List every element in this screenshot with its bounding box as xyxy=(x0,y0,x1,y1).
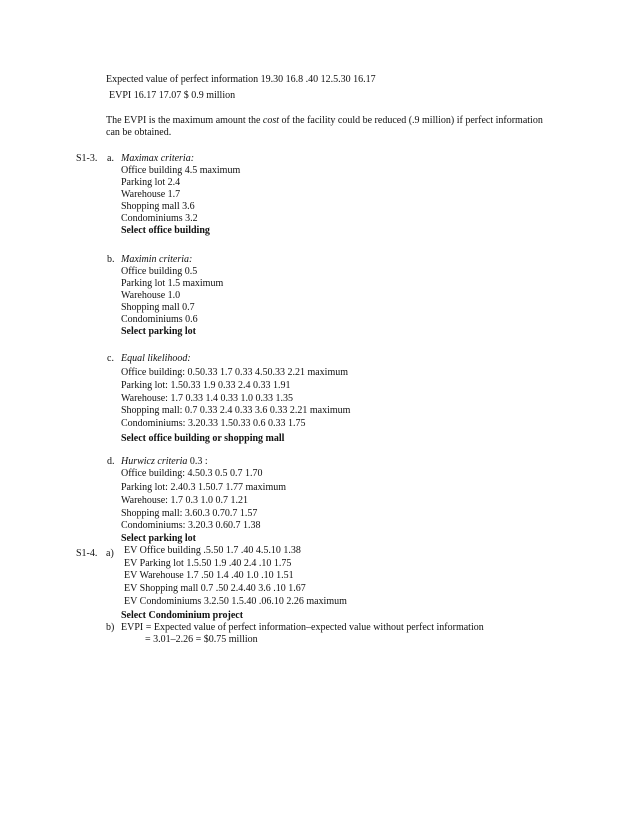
list-item: Shopping mall: 3.60.3 0.70.7 1.57 xyxy=(121,508,258,519)
list-item: Shopping mall 0.7 xyxy=(121,302,195,313)
problem-label-s1-3: S1-3. xyxy=(76,153,98,164)
evpi-explanation-line2: can be obtained. xyxy=(106,127,172,138)
part-c-marker: c. xyxy=(107,353,114,364)
maximin-heading: Maximin criteria: xyxy=(121,254,193,265)
part-b-marker: b. xyxy=(107,254,115,265)
list-item: Condominiums 3.2 xyxy=(121,213,198,224)
list-item: Office building 4.5 maximum xyxy=(121,165,241,176)
evpi-value-line: EVPI 16.17 17.07 $ 0.9 million xyxy=(109,90,236,101)
evpi-explanation-line1 xyxy=(106,115,543,127)
hurwicz-conclusion: Select parking lot xyxy=(121,533,196,544)
equal-likelihood-heading: Equal likelihood: xyxy=(121,353,191,364)
evpi-expected-value-line: Expected value of perfect information 19.30 16.8 .40 12.5.30 16.17 xyxy=(106,74,376,85)
part-a-marker: a. xyxy=(107,153,114,164)
ev-conclusion: Select Condominium project xyxy=(121,610,244,621)
list-item: Shopping mall: 0.7 0.33 2.4 0.33 3.6 0.33 2.21 maximum xyxy=(121,405,351,416)
evpi-text-start: The EVPI is the maximum amount the xyxy=(106,115,263,126)
list-item: Warehouse: 1.7 0.3 1.0 0.7 1.21 xyxy=(121,495,248,506)
evpi-text-end: of the facility could be reduced (.9 million) if perfect information xyxy=(279,115,543,126)
part-a-marker: a) xyxy=(106,548,114,559)
list-item: Condominiums: 3.20.33 1.50.33 0.6 0.33 1.75 xyxy=(121,418,306,429)
list-item: Parking lot 2.4 xyxy=(121,177,181,188)
list-item: EV Warehouse 1.7 .50 1.4 .40 1.0 .10 1.51 xyxy=(124,570,294,581)
list-item: Condominiums: 3.20.3 0.60.7 1.38 xyxy=(121,520,261,531)
maximax-conclusion: Select office building xyxy=(121,225,210,236)
maximax-heading: Maximax criteria: xyxy=(121,153,195,164)
list-item: Parking lot 1.5 maximum xyxy=(121,278,224,289)
list-item: Office building 0.5 xyxy=(121,266,198,277)
hurwicz-alpha: 0.3 : xyxy=(187,456,208,467)
list-item: Warehouse 1.0 xyxy=(121,290,181,301)
list-item: EV Condominiums 3.2.50 1.5.40 .06.10 2.26 maximum xyxy=(124,596,347,607)
list-item: EV Parking lot 1.5.50 1.9 .40 2.4 .10 1.75 xyxy=(124,558,292,569)
list-item: Shopping mall 3.6 xyxy=(121,201,195,212)
hurwicz-heading-line xyxy=(121,456,208,468)
list-item: Warehouse: 1.7 0.33 1.4 0.33 1.0 0.33 1.35 xyxy=(121,393,293,404)
list-item: Warehouse 1.7 xyxy=(121,189,181,200)
list-item: Office building: 0.50.33 1.7 0.33 4.50.33 2.21 maximum xyxy=(121,367,349,378)
list-item: EV Shopping mall 0.7 .50 2.4.40 3.6 .10 1.67 xyxy=(124,583,306,594)
equal-likelihood-conclusion: Select office building or shopping mall xyxy=(121,433,285,444)
list-item: Parking lot: 2.40.3 1.50.7 1.77 maximum xyxy=(121,482,286,493)
maximin-conclusion: Select parking lot xyxy=(121,326,196,337)
evpi-text-cost: cost xyxy=(262,115,280,126)
hurwicz-heading: Hurwicz criteria xyxy=(121,456,188,467)
evpi-result-line: = 3.01–2.26 = $0.75 million xyxy=(145,634,258,645)
list-item: EV Office building .5.50 1.7 .40 4.5.10 1.38 xyxy=(124,545,301,556)
problem-label-s1-4: S1-4. xyxy=(76,548,98,559)
list-item: Condominiums 0.6 xyxy=(121,314,198,325)
part-b-marker: b) xyxy=(106,622,115,633)
list-item: Office building: 4.50.3 0.5 0.7 1.70 xyxy=(121,468,263,479)
list-item: Parking lot: 1.50.33 1.9 0.33 2.4 0.33 1.91 xyxy=(121,380,291,391)
evpi-definition-line: EVPI = Expected value of perfect information–expected value without perfect information xyxy=(121,622,484,633)
part-d-marker: d. xyxy=(107,456,115,467)
